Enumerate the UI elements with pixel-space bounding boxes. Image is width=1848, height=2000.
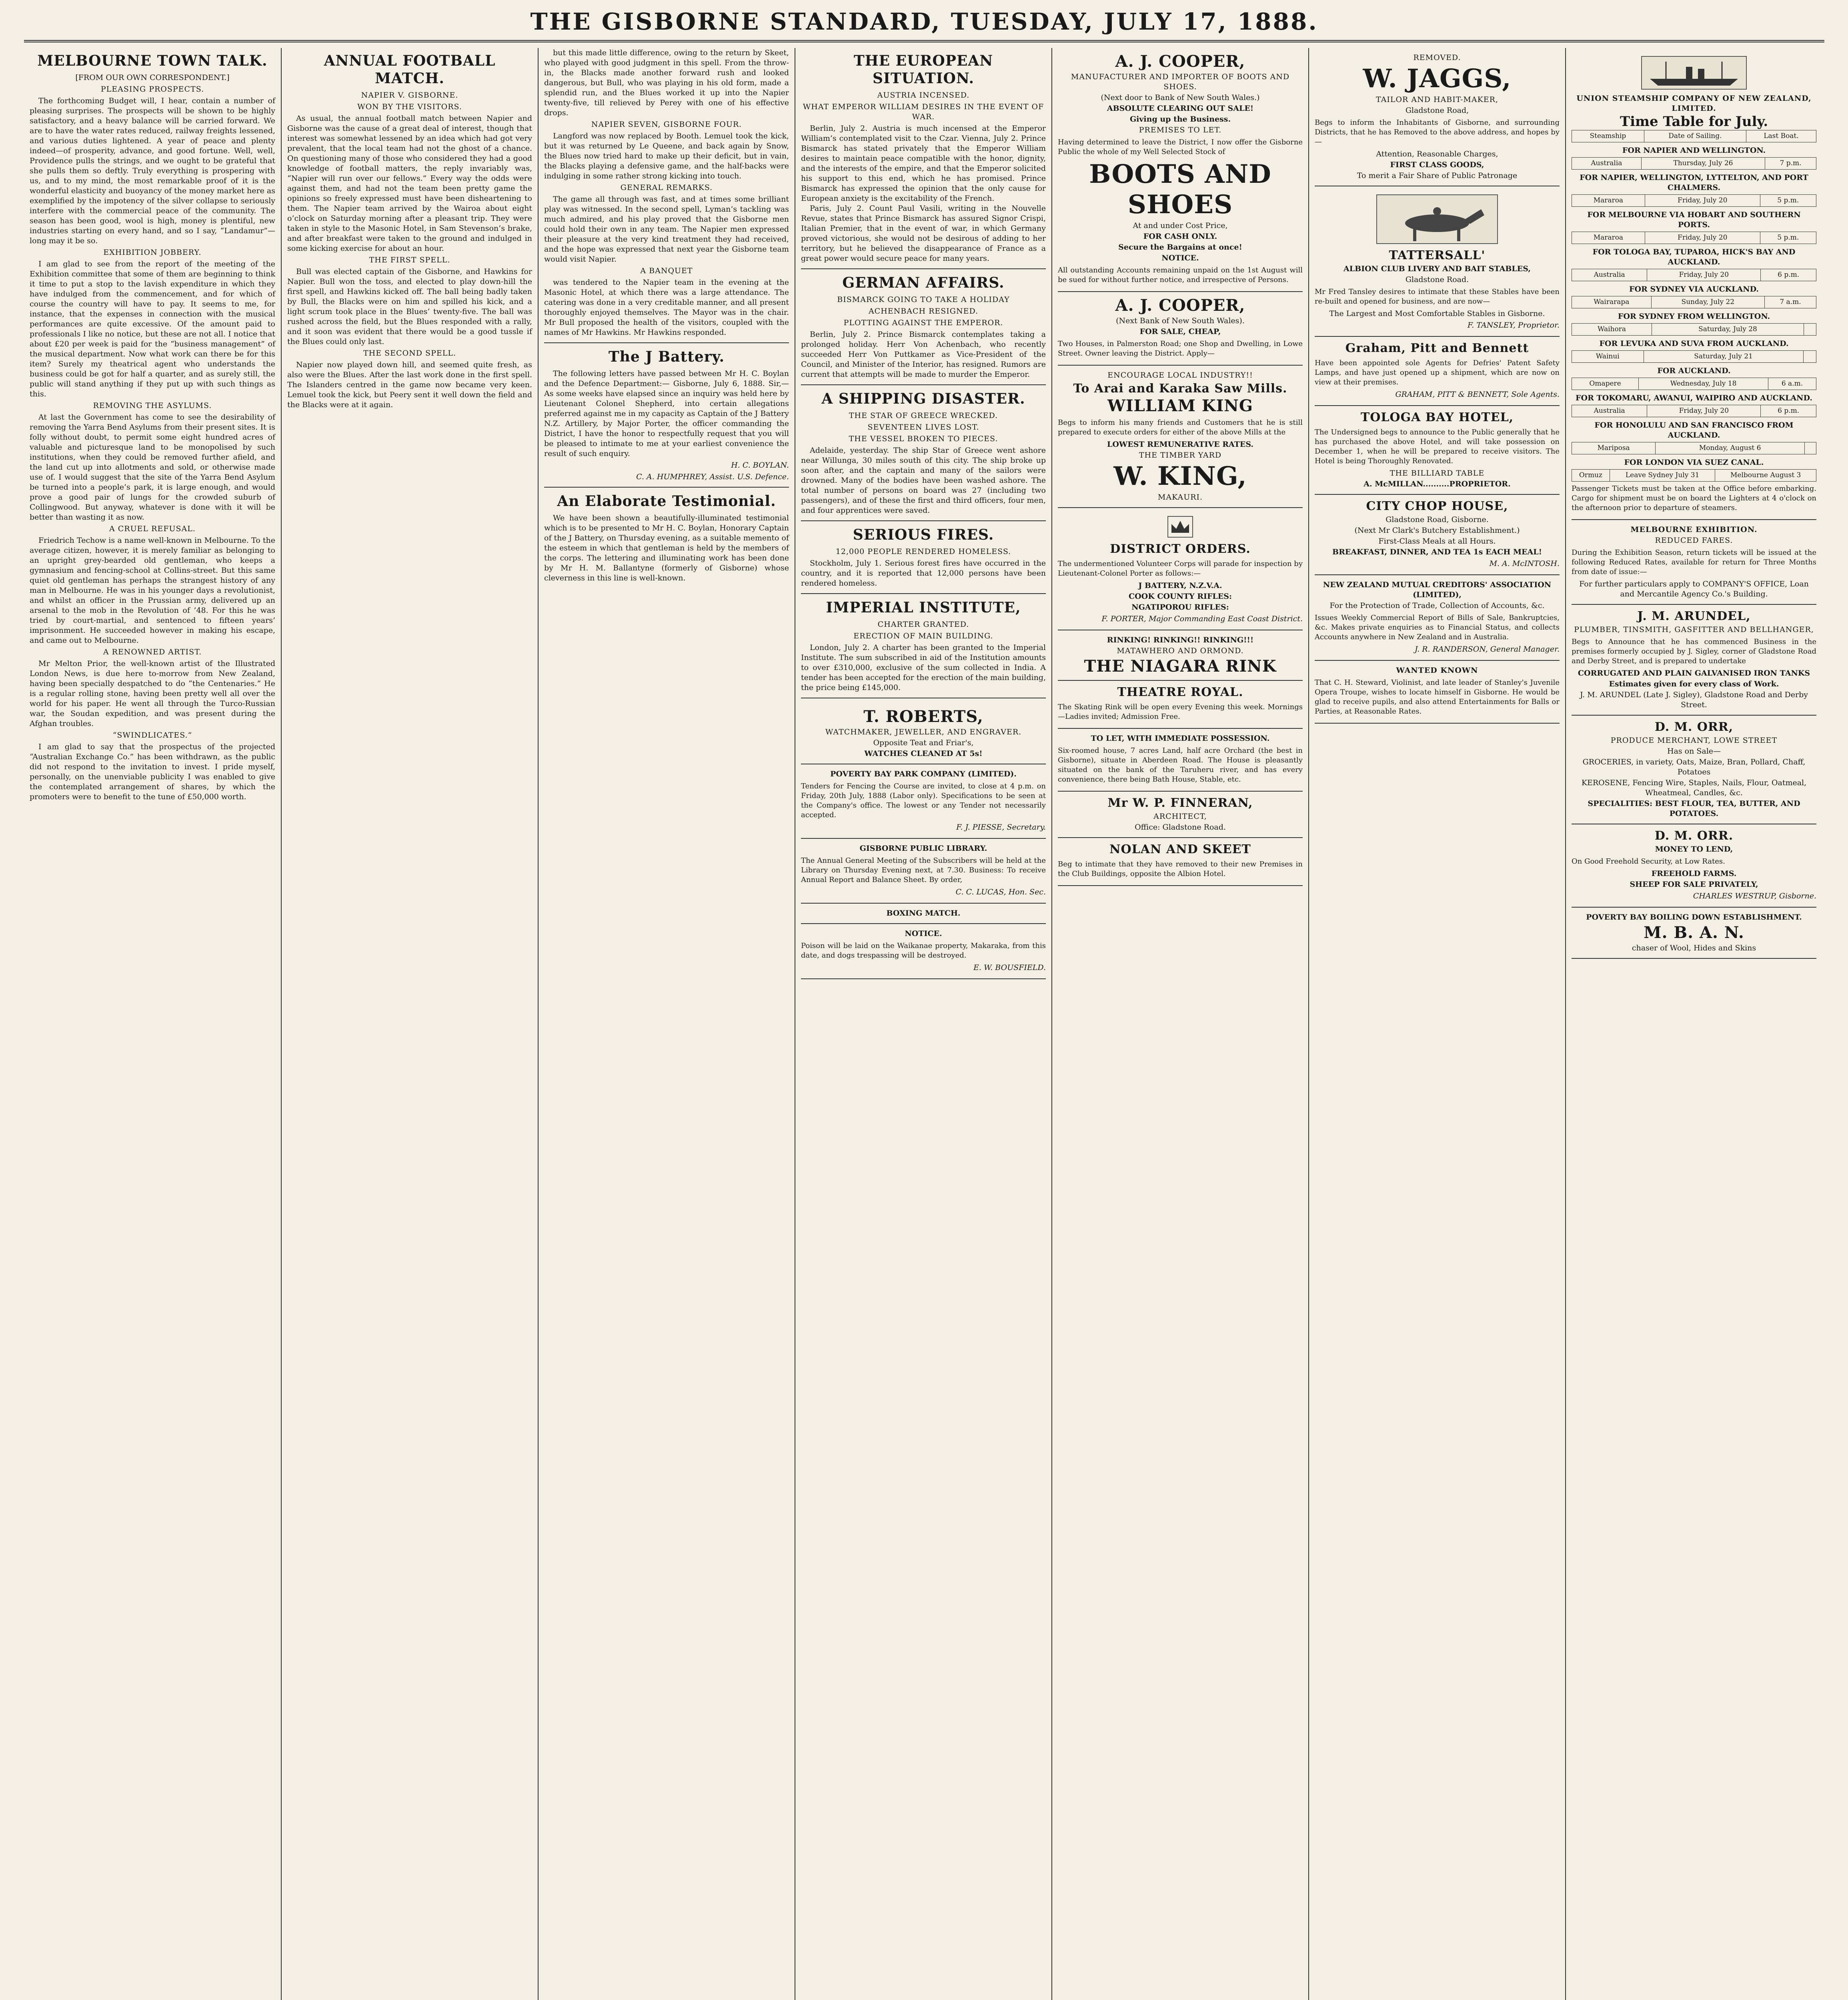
article-body: Friedrich Techow is a name well-known in Melbourne. To the average citizen, however, it is merely familiar as belonging to an upright grey-bearded old gentleman, who keeps a gymnasium and fencing-school at Collins-street. But this same quiet old gentleman has perhaps the strangest history of any man in Melbourne. He was in his younger days a revolutionist, and whilst an officer in the Prussian army, delivered up an arsenal to the mob in the Revolution of ’48. For this he was tried by court-martial, and sentenced to fifteen years’ imprisonment. He succeeded however in making his escape, and came out to Melbourne.: [30, 536, 275, 645]
timetable-cell-time: 6 p.m.: [1761, 405, 1816, 417]
ad-line: WATCHMAKER, JEWELLER, AND ENGRAVER.: [825, 728, 1022, 736]
advertisement-saw-mills: [1058, 366, 1303, 508]
article-body: but this made little difference, owing to the return by Skeet, who played with good judgment in this spell. From the throw-in, the Blacks made another forward rush and looked dangerous, but Bull, who was playing in his old form, made a splendid run, and the Blues worked it up into the Napier twenty-five, till relieved by Perey with one of his effective drops.: [544, 48, 789, 117]
ad-body: Beg to intimate that they have removed to their new Premises in the Club Buildings, opposite the Albion Hotel.: [1058, 860, 1303, 878]
ad-title: POVERTY BAY BOILING DOWN ESTABLISHMENT.: [1586, 913, 1802, 922]
advertisement-library: [801, 839, 1046, 904]
divider: [544, 342, 789, 343]
ad-line: Gladstone Road,: [1405, 106, 1469, 115]
ad-line: SHEEP FOR SALE PRIVATELY,: [1630, 880, 1758, 889]
timetable-route-heading: FOR LONDON VIA SUEZ CANAL.: [1624, 458, 1764, 467]
timetable-cell-time: Melbourne August 3: [1715, 470, 1816, 482]
ad-title: NEW ZEALAND MUTUAL CREDITORS' ASSOCIATION (LIMITED),: [1323, 580, 1552, 599]
ad-line: To merit a Fair Share of Public Patronage: [1357, 171, 1518, 180]
article-title: GERMAN AFFAIRS.: [842, 274, 1005, 291]
ad-line: MANUFACTURER AND IMPORTER OF BOOTS AND SHOES.: [1071, 72, 1290, 91]
advertisement-rink: [1058, 630, 1303, 681]
advertisement-wanted-known: [1315, 661, 1560, 724]
ad-title: DISTRICT ORDERS.: [1110, 542, 1251, 556]
timetable-route-heading: FOR HONOLULU AND SAN FRANCISCO FROM AUCKLAND.: [1594, 421, 1794, 440]
article-title: SERIOUS FIRES.: [853, 526, 994, 543]
timetable-cell-ship: Australia: [1572, 158, 1642, 170]
timetable-cell-ship: Mararoa: [1572, 232, 1645, 244]
ad-title: D. M. ORR,: [1654, 720, 1734, 734]
ad-line: KEROSENE, Fencing Wire, Staples, Nails, Flour, Oatmeal, Wheatmeal, Candles, &c.: [1581, 778, 1807, 797]
byline: [FROM OUR OWN CORRESPONDENT.]: [75, 73, 230, 82]
ad-title: T. ROBERTS,: [863, 707, 983, 726]
column-4: [795, 48, 1051, 2000]
timetable-cell-date: Friday, July 20: [1645, 195, 1760, 207]
timetable-row: [1572, 405, 1816, 417]
timetable-row: [1572, 378, 1816, 390]
ad-line: TAILOR AND HABIT-MAKER,: [1375, 95, 1498, 104]
advertisement-roberts: [801, 703, 1046, 764]
ad-line: BREAKFAST, DINNER, AND TEA 1s EACH MEAL!: [1332, 548, 1542, 556]
timetable-row: [1572, 157, 1816, 170]
ad-line: NGATIPOROU RIFLES:: [1131, 603, 1229, 612]
timetable-cell-time: 7 p.m.: [1765, 158, 1816, 170]
advertisement-theatre: [1058, 681, 1303, 729]
advertisement-boxing: [801, 904, 1046, 924]
article-body: Berlin, July 2. Austria is much incensed at the Emperor William’s contemplated visit to the Czar. Vienna, July 2. Prince Bismarck has stated privately that the Emperor William desires to maintain peace compatible with the honor, dignity, and the interests of the empire, and that the Emperor solicited his support to this end, which he has promised. Prince Bismarck has expressed the opinion that the only cause for European anxiety is the excitability of the French.: [801, 124, 1046, 203]
timetable-cell-ship: Wainui: [1572, 351, 1644, 363]
advertisement-jaggs: [1315, 48, 1560, 186]
advertisement-orr: [1572, 716, 1816, 824]
subheading: GENERAL REMARKS.: [620, 183, 713, 192]
advertisement-chop-house: [1315, 495, 1560, 575]
ad-body: Have been appointed sole Agents for Defries' Patent Safety Lamps, and have just opened up a shipment, which are now on view at their premises.: [1315, 359, 1560, 386]
article-title: MELBOURNE TOWN TALK.: [37, 52, 268, 69]
article-title: THE EUROPEAN SITUATION.: [853, 52, 993, 87]
ad-headline: W. KING,: [1113, 461, 1247, 491]
ad-body: The Skating Rink will be open every Evening this week. Mornings—Ladies invited; Admission Free.: [1058, 703, 1303, 721]
column-7: [1565, 48, 1822, 2000]
signature: E. W. BOUSFIELD.: [973, 963, 1046, 972]
timetable-row: [1572, 469, 1816, 482]
ad-title: NOTICE.: [905, 929, 942, 938]
timetable-cell-date: Friday, July 20: [1647, 269, 1761, 281]
timetable-cell-date: Thursday, July 26: [1641, 158, 1765, 170]
ad-line: The Largest and Most Comfortable Stables in Gisborne.: [1329, 309, 1545, 318]
ad-body: Six-roomed house, 7 acres Land, half acre Orchard (the best in Gisborne), situate in Aberdeen Road. The House is pleasantly situated on the bank of the Taruheru river, and has every convenience, there being Bath House, Stable, etc.: [1058, 746, 1303, 784]
timetable-header-cell: Date of Sailing.: [1644, 130, 1746, 142]
ad-line: ABSOLUTE CLEARING OUT SALE!: [1107, 104, 1254, 113]
ad-line: Estimates given for every class of Work.: [1609, 680, 1779, 688]
signature: C. C. LUCAS, Hon. Sec.: [955, 888, 1046, 896]
timetable-cell-date: Sunday, July 22: [1651, 296, 1764, 308]
ad-line: PREMISES TO LET.: [1139, 126, 1222, 134]
ad-line: Secure the Bargains at once!: [1118, 243, 1242, 252]
signature: F. TANSLEY, Proprietor.: [1468, 321, 1560, 330]
column-1: [24, 48, 281, 2000]
timetable-cell-ship: Australia: [1572, 405, 1647, 417]
ad-body: Tenders for Fencing the Course are invited, to close at 4 p.m. on Friday, 20th July, 1888 (Labor only). Specifications to be seen at the Company's office. The lowest or any Tender not necessarily accepted.: [801, 782, 1046, 819]
timetable-cell-ship: Mararoa: [1572, 195, 1645, 207]
timetable-header-cell: Last Boat.: [1746, 130, 1816, 142]
ad-line: ALBION CLUB LIVERY AND BAIT STABLES,: [1343, 264, 1531, 273]
advertisement-tologa-hotel: [1315, 406, 1560, 495]
ad-title: TOLOGA BAY HOTEL,: [1360, 410, 1514, 424]
timetable-routes: [1572, 146, 1816, 482]
timetable-cell-time: [1803, 351, 1816, 363]
ad-title: To Arai and Karaka Saw Mills.: [1073, 382, 1287, 396]
ad-title: TATTERSALL': [1389, 248, 1486, 262]
advertisement-district-orders: [1058, 508, 1303, 630]
ad-line: WATCHES CLEANED AT 5s!: [864, 749, 983, 758]
subheading: WHAT EMPEROR WILLIAM DESIRES IN THE EVENT OF WAR.: [803, 102, 1044, 121]
ad-body: Passenger Tickets must be taken at the Office before embarking. Cargo for shipment must be on board the Lighters at 4 o'clock on the afternoon prior to departure of steamers.: [1572, 484, 1816, 512]
timetable-cell-date: Wednesday, July 18: [1639, 378, 1768, 390]
ad-line: MONEY TO LEND,: [1655, 845, 1733, 854]
divider: [544, 487, 789, 488]
ad-body: Begs to inform the Inhabitants of Gisborne, and surrounding Districts, that he has Removed to the above address, and hopes by—: [1315, 118, 1560, 146]
ad-title: TO LET, WITH IMMEDIATE POSSESSION.: [1091, 734, 1270, 743]
timetable-route-heading: FOR NAPIER, WELLINGTON, LYTTELTON, AND PORT CHALMERS.: [1580, 173, 1808, 192]
ad-title: Graham, Pitt and Bennett: [1345, 341, 1529, 355]
article-body: Langford was now replaced by Booth. Lemuel took the kick, but it was returned by Le Queene, and back again by Snow, the Blues now tried hard to make up their deficit, but in vain, the Blacks playing a defensive game, and the half-backs were indulging in some rather strong kicking into touch.: [544, 132, 789, 180]
article-body: I am glad to see from the report of the meeting of the Exhibition committee that some of them are beginning to think it time to put a stop to the lavish expenditure in which they have indulged from the commencement, and for which of course the country will have to pay. It seems to me, for instance, that the expenses in connection with the musical performances are quite excessive. Of the amount paid to professionals I like no notice, but these are not all. I notice that about £20 per week is paid for the “business management” of the musical department. Now what work can there be for this item? Surely my theatrical agent who understands the business could be got for half a quarter, and as surely still, the public will stand anything if they put up with such things as this.: [30, 260, 275, 398]
timetable-cell-date: Friday, July 20: [1645, 232, 1760, 244]
divider: [801, 593, 1046, 594]
timetable-cell-time: 6 a.m.: [1768, 378, 1816, 390]
ad-body: Begs to Announce that he has commenced Business in the premises formerly occupied by J. Sigley, corner of Gladstone Road and Derby Street, and is prepared to undertake: [1572, 638, 1816, 665]
timetable-route-heading: FOR NAPIER AND WELLINGTON.: [1622, 146, 1766, 155]
timetable-title: Time Table for July.: [1620, 114, 1768, 130]
subheading: BISMARCK GOING TO TAKE A HOLIDAY: [837, 295, 1010, 304]
timetable-cell-date: Saturday, July 28: [1652, 324, 1804, 336]
column-3: [538, 48, 795, 2000]
subheading: NAPIER V. GISBORNE.: [361, 91, 458, 100]
timetable-cell-ship: Omapere: [1572, 378, 1639, 390]
article-body: The following letters have passed between Mr H. C. Boylan and the Defence Department:— Gisborne, July 6, 1888. Sir,—As some weeks have elapsed since an inquiry was held here by Lieutenant Colonel Shepherd, into certain allegations preferred against me in my capacity as Captain of the J Battery N.Z. Artillery, by Major Porter, the officer commanding the District, I have the honor to respectfully request that you will be pleased to intimate to me at your earliest convenience the result of such enquiry.: [544, 369, 789, 458]
ad-line: SPECIALITIES: BEST FLOUR, TEA, BUTTER, AND POTATOES.: [1588, 799, 1800, 818]
ad-body: Two Houses, in Palmerston Road; one Shop and Dwelling, in Lowe Street. Owner leaving the District. Apply—: [1058, 340, 1303, 358]
timetable-row: [1572, 194, 1816, 207]
timetable-cell-date: Friday, July 20: [1647, 405, 1761, 417]
ad-line: GROCERIES, in variety, Oats, Maize, Bran, Pollard, Chaff, Potatoes: [1582, 758, 1806, 776]
ad-title: WANTED KNOWN: [1396, 666, 1478, 675]
ad-line: NOTICE.: [1161, 254, 1199, 262]
ad-line: (Next Bank of New South Wales).: [1116, 316, 1245, 325]
article-body: As usual, the annual football match between Napier and Gisborne was the cause of a great deal of interest, though that interest was somewhat lessened by an idea which had got very prevalent, that the local team had not the ghost of a chance. On questioning many of those who considered they had a good knowledge of football matters, the reply invariably was, “Napier will run over our fellows.” Every way the odds were against them, and had not the team been pretty game the opinions so freely expressed must have been disheartening to them. The Napier team arrived by the Wairoa about eight o’clock on Saturday morning after a pleasant trip. They were taken in style to the Masonic Hotel, in Sam Stevenson’s brake, and after breakfast were taken to the ground and indulged in some kicking exercise for about an hour.: [287, 114, 532, 253]
ad-body: All outstanding Accounts remaining unpaid on the 1st August will be sued for without further notice, and irrespective of Persons.: [1058, 266, 1303, 284]
ad-body: On Good Freehold Security, at Low Rates.: [1572, 857, 1725, 866]
signature: GRAHAM, PITT & BENNETT, Sole Agents.: [1395, 390, 1560, 399]
ad-line: FIRST CLASS GOODS,: [1390, 160, 1484, 169]
subheading: THE SECOND SPELL.: [363, 349, 456, 358]
ad-title: GISBORNE PUBLIC LIBRARY.: [859, 844, 987, 853]
ad-line: For further particulars apply to COMPANY'S OFFICE, Loan and Mercantile Agency Co.'s Building.: [1579, 580, 1809, 598]
article-title: ANNUAL FOOTBALL MATCH.: [324, 52, 496, 87]
ad-line: UNION STEAMSHIP COMPANY OF NEW ZEALAND, LIMITED.: [1576, 94, 1812, 113]
ad-line: Office: Gladstone Road.: [1135, 823, 1226, 832]
ad-line: MAKAURI.: [1157, 493, 1203, 502]
ad-title: THEATRE ROYAL.: [1117, 685, 1243, 699]
subheading: THE FIRST SPELL.: [369, 256, 450, 264]
ad-body: Mr Fred Tansley desires to intimate that these Stables have been re-built and opened for business, and are now—: [1315, 288, 1560, 306]
timetable-cell-ship: Ormuz: [1572, 470, 1610, 482]
timetable-route-heading: FOR SYDNEY FROM WELLINGTON.: [1618, 312, 1770, 321]
article-body: Berlin, July 2. Prince Bismarck contemplates taking a prolonged holiday. Herr Von Achenbach, who recently succeeded Herr Von Puttkamer as Vice-President of the Council, and Minister of the Interior, has resigned. Rumors are current that attempts will be made to murder the Emperor.: [801, 330, 1046, 379]
timetable-route-heading: FOR LEVUKA AND SUVA FROM AUCKLAND.: [1599, 339, 1789, 348]
timetable-cell-time: 6 p.m.: [1761, 269, 1816, 281]
ad-line: J BATTERY, N.Z.V.A.: [1138, 581, 1222, 590]
ad-title: NOLAN AND SKEET: [1109, 842, 1251, 856]
ad-line: FOR CASH ONLY.: [1143, 232, 1217, 241]
advertisement-nolan-skeet: [1058, 838, 1303, 886]
article-body: I am glad to say that the prospectus of the projected “Australian Exchange Co.” has been withdrawn, as the public did not respond to the invitation to invest. I pride myself, personally, on the unenviable publicity I was enabled to give the contemplated arrangement of shares, by which the promoters were to benefit to the tune of £50,000 worth.: [30, 742, 275, 801]
horse-race-icon: [1376, 194, 1498, 244]
ad-line: PLUMBER, TINSMITH, GASFITTER AND BELLHANGER,: [1574, 625, 1814, 634]
ad-line: THE TIMBER YARD: [1139, 451, 1222, 460]
advertisement-orr-money: [1572, 824, 1816, 908]
article-body: We have been shown a beautifully-illuminated testimonial which is to be presented to Mr H. C. Boylan, Honorary Captain of the J Battery, on Thursday evening, as a suitable memento of the esteem in which that gentleman is held by the members of the corps. The lettering and illuminating work has been done by Mr H. M. Ballantyne (formerly of Gisborne) whose cleverness in this line is well-known.: [544, 514, 789, 582]
timetable-route-heading: FOR SYDNEY VIA AUCKLAND.: [1629, 285, 1759, 294]
subheading: THE VESSEL BROKEN TO PIECES.: [849, 434, 998, 443]
ad-line: THE BILLIARD TABLE: [1390, 469, 1485, 478]
article-body: Paris, July 2. Count Paul Vasili, writing in the Nouvelle Revue, states that Prince Bismarck has assured Signor Crispi, Italian Premier, that in the event of war, in which Germany proved victorious, she would not be desirous of adding to her territory, but he believed the disappearance of France as a great power would secure peace for many years.: [801, 204, 1046, 263]
masthead: THE GISBORNE STANDARD, TUESDAY, JULY 17, 1888.: [24, 8, 1824, 42]
section-heading: “SWINDLICATES.”: [112, 731, 192, 740]
ad-body: During the Exhibition Season, return tickets will be issued at the following Reduced Rates, available for return for Three Months from date of issue:—: [1572, 548, 1816, 576]
timetable-header-cell: Steamship: [1572, 130, 1644, 142]
ad-title: WILLIAM KING: [1107, 396, 1253, 415]
advertisement-union-steamship: [1572, 48, 1816, 520]
subheading: A BANQUET: [640, 266, 693, 275]
article-body: was tendered to the Napier team in the evening at the Masonic Hotel, at which there was a large attendance. The catering was done in a very creditable manner, and all present thoroughly enjoyed themselves. The Mayor was in the chair. Mr Bull proposed the health of the visitors, coupled with the names of Mr Hawkins. Mr Hawkins responded.: [544, 278, 789, 337]
timetable-cell-time: [1804, 324, 1816, 336]
ad-line: FREEHOLD FARMS.: [1651, 869, 1737, 878]
section-heading: A RENOWNED ARTIST.: [103, 648, 202, 656]
article-body: At last the Government has come to see the desirability of removing the Yarra Bend Asylums from their present sites. It is folly without doubt, to permit some eight hundred acres of valuable and picturesque land to be monopolised by such institutions, when they could be removed further afield, and the land cut up into allotments and sold, or otherwise made use of. I would suggest that the site of the Yarra Bend Asylum be turned into a people’s park, it is large enough, and would prove a good pair of lungs for the crowded suburb of Collingwood. But anyway, whatever is done with it will be better than wasting it as now.: [30, 413, 275, 522]
timetable-route-heading: FOR AUCKLAND.: [1657, 366, 1731, 375]
ad-title: MELBOURNE EXHIBITION.: [1630, 525, 1758, 534]
subheading: 12,000 PEOPLE RENDERED HOMELESS.: [835, 547, 1011, 556]
ad-line: Gladstone Road.: [1405, 275, 1469, 284]
article-title: The J Battery.: [608, 348, 725, 365]
divider: [801, 268, 1046, 269]
ad-title: CITY CHOP HOUSE,: [1366, 499, 1508, 513]
ad-line: chaser of Wool, Hides and Skins: [1632, 944, 1756, 952]
ad-line: Giving up the Business.: [1129, 115, 1231, 124]
article-body: Stockholm, July 1. Serious forest fires have occurred in the country, and it is reported that 12,000 persons have been rendered homeless.: [801, 559, 1046, 588]
column-2: [281, 48, 538, 2000]
ad-body: Begs to inform his many friends and Customers that he is still prepared to execute orders for either of the above Mills at the: [1058, 418, 1303, 436]
ad-body: That C. H. Steward, Violinist, and late leader of Stanley's Juvenile Opera Troupe, wishes to locate himself in Gisborne. He would be glad to receive pupils, and also attend Entertainments for Balls or Parties, at Reasonable Rates.: [1315, 678, 1560, 716]
ad-line: LOWEST REMUNERATIVE RATES.: [1107, 440, 1254, 449]
ad-body: Issues Weekly Commercial Report of Bills of Sale, Bankruptcies, &c. Makes private enquiries as to Financial Status, and collects Accounts anywhere in New Zealand and in Australia.: [1315, 614, 1560, 641]
advertisement-exhibition: [1572, 520, 1816, 605]
timetable-cell-ship: Mariposa: [1572, 442, 1656, 454]
timetable-row: [1572, 442, 1816, 454]
timetable-cell-ship: Waihora: [1572, 324, 1652, 336]
ad-body: The undermentioned Volunteer Corps will parade for inspection by Lieutenant-Colonel Porter as follows:—: [1058, 560, 1303, 578]
subheading: CHARTER GRANTED.: [877, 620, 969, 629]
page-columns: [24, 48, 1824, 2000]
ad-line: REMOVED.: [1413, 53, 1461, 62]
signature: M. A. McINTOSH.: [1489, 559, 1560, 568]
section-heading: REMOVING THE ASYLUMS.: [93, 401, 212, 410]
advertisement-to-let: [1058, 729, 1303, 792]
ad-line: (Next Mr Clark's Butchery Establishment.): [1354, 526, 1520, 535]
advertisement-creditors: [1315, 575, 1560, 661]
advertisement-boiling-down: [1572, 908, 1816, 959]
ad-title: A. J. COOPER,: [1115, 52, 1245, 71]
timetable-header: [1572, 130, 1816, 142]
ad-line: CORRUGATED AND PLAIN GALVANISED IRON TANKS: [1578, 669, 1810, 678]
ad-title: D. M. ORR.: [1654, 829, 1734, 843]
signature: F. J. PIESSE, Secretary.: [956, 823, 1046, 832]
ad-line: Gladstone Road, Gisborne.: [1385, 515, 1489, 524]
signature: J. R. RANDERSON, General Manager.: [1415, 645, 1560, 654]
timetable-cell-time: 7 a.m.: [1764, 296, 1816, 308]
ad-line: J. M. ARUNDEL (Late J. Sigley), Gladstone Road and Derby Street.: [1580, 690, 1808, 709]
advertisement-architect: [1058, 792, 1303, 838]
divider: [801, 384, 1046, 385]
ad-headline: M. B. A. N.: [1644, 923, 1744, 942]
ad-line: For the Protection of Trade, Collection of Accounts, &c.: [1329, 601, 1545, 610]
signature: H. C. BOYLAN.: [731, 461, 789, 470]
article-body: The forthcoming Budget will, I hear, contain a number of pleasing surprises. The prospects will be shown to be highly satisfactory, and a heavy balance will be carried forward. We are to have the water rates reduced, railway freights lessened, and various duties lightened. A year of peace and plenty indeed—of prosperity, advance, and good fortune. Well, well, Providence pulls the strings, and we ought to be grateful that she pulls them so deftly. Truly everything is prospering with us, and to my mind, the most remarkable proof of it is the wonderful elasticity and buoyancy of the money market here as exemplified by the impotency of the silver collapse to seriously interfere with the commercial peace of the community. The season has been good, wool is high, money is plentiful, new industries starting on every hand, and so I say, “Landamur”—long may it be so.: [30, 96, 275, 245]
timetable-cell-time: 5 p.m.: [1760, 195, 1816, 207]
ad-title: POVERTY BAY PARK COMPANY (LIMITED).: [830, 770, 1017, 778]
article-title: A SHIPPING DISASTER.: [821, 390, 1025, 407]
article-title: IMPERIAL INSTITUTE,: [826, 599, 1021, 616]
ad-line: Has on Sale—: [1667, 747, 1721, 756]
ad-body: Having determined to leave the District, I now offer the Gisborne Public the whole of my Well Selected Stock of: [1058, 138, 1303, 156]
timetable-cell-ship: Australia: [1572, 269, 1647, 281]
column-6: [1308, 48, 1565, 2000]
subheading: AUSTRIA INCENSED.: [877, 91, 970, 100]
advertisement-arundel: [1572, 605, 1816, 716]
article-body: The game all through was fast, and at times some brilliant play was witnessed. In the second spell, Lyman’s tackling was much admired, and his play proved that the Gisborne men could hold their own in any team. The Napier men expressed their pleasure at the very kind treatment they had received, and the hope was expressed that next year the Gisborne team would visit Napier.: [544, 195, 789, 264]
advertisement-graham-pitt-bennett: [1315, 337, 1560, 406]
timetable-row: [1572, 350, 1816, 363]
timetable-route-heading: FOR MELBOURNE VIA HOBART AND SOUTHERN PORTS.: [1587, 210, 1801, 229]
timetable-cell-date: Leave Sydney July 31: [1610, 470, 1715, 482]
section-heading: EXHIBITION JOBBERY.: [103, 248, 202, 257]
ad-line: MATAWHERO AND ORMOND.: [1117, 646, 1244, 655]
timetable-row: [1572, 323, 1816, 336]
crown-icon: [1167, 516, 1193, 538]
subheading: NAPIER SEVEN, GISBORNE FOUR.: [591, 120, 742, 129]
article-title: An Elaborate Testimonial.: [557, 493, 776, 510]
article-body: London, July 2. A charter has been granted to the Imperial Institute. The sum subscribed in aid of the Institution amounts to over £310,000, exclusive of the sum collected in India. A tender has been accepted for the erection of the main building, the price being £145,000.: [801, 643, 1046, 692]
ad-title: J. M. ARUNDEL,: [1637, 609, 1751, 623]
advertisement-cooper-sale: [1058, 292, 1303, 366]
signature: C. A. HUMPHREY, Assist. U.S. Defence.: [636, 472, 789, 481]
ad-line: PRODUCE MERCHANT, LOWE STREET: [1610, 736, 1778, 745]
ad-body: The Undersigned begs to announce to the Public generally that he has purchased the above Hotel, and will take possession on December 1, when he will be prepared to receive visitors. The Hotel is being Thoroughly Renovated.: [1315, 428, 1560, 465]
subheading: THE STAR OF GREECE WRECKED.: [849, 411, 998, 420]
section-heading: A CRUEL REFUSAL.: [109, 524, 196, 533]
advertisement-park-company: [801, 764, 1046, 839]
timetable-row: [1572, 296, 1816, 308]
signature: F. PORTER, Major Commanding East Coast District.: [1101, 614, 1303, 623]
timetable-row: [1572, 232, 1816, 244]
ad-body: The Annual General Meeting of the Subscribers will be held at the Library on Thursday Evening next, at 7.30. Business: To receive Annual Report and Balance Sheet. By order,: [801, 856, 1046, 884]
ad-line: FOR SALE, CHEAP,: [1139, 327, 1221, 336]
subheading: SEVENTEEN LIVES LOST.: [867, 423, 979, 432]
ad-headline: W. JAGGS,: [1363, 64, 1512, 94]
ad-headline: BOOTS AND SHOES: [1089, 159, 1271, 220]
ad-line: RINKING! RINKING!! RINKING!!!: [1107, 636, 1254, 644]
ad-line: At and under Cost Price,: [1133, 221, 1228, 230]
article-body: Bull was elected captain of the Gisborne, and Hawkins for Napier. Bull won the toss, and elected to play down-hill the first spell, and Hawkins kicked off. The ball being badly taken by Bull, the Blacks were on him and spilled his kick, and a light scrum took place in the Blues’ twenty-five. The ball was rushed across the field, but the Blues responded with a rally, and it soon was evident that there would be a good tussle if the Blues could only last.: [287, 267, 532, 346]
timetable-cell-time: 5 p.m.: [1760, 232, 1816, 244]
ad-line: (Next door to Bank of New South Wales.): [1101, 93, 1260, 102]
section-heading: PLEASING PROSPECTS.: [100, 85, 204, 94]
ad-line: ENCOURAGE LOCAL INDUSTRY!!: [1107, 371, 1253, 380]
subheading: WON BY THE VISITORS.: [357, 102, 462, 111]
timetable-cell-date: Saturday, July 21: [1644, 351, 1803, 363]
ad-line: REDUCED FARES.: [1655, 536, 1733, 545]
steamship-icon: [1641, 56, 1747, 90]
ad-title: BOXING MATCH.: [886, 909, 961, 918]
ad-body: Poison will be laid on the Waikanae property, Makaraka, from this date, and dogs trespassing will be destroyed.: [801, 942, 1046, 960]
subheading: ACHENBACH RESIGNED.: [868, 307, 979, 316]
timetable-cell-time: [1805, 442, 1816, 454]
advertisement-notice: [801, 924, 1046, 979]
ad-line: ARCHITECT,: [1153, 812, 1207, 821]
timetable-cell-date: Monday, August 6: [1656, 442, 1805, 454]
article-body: Mr Melton Prior, the well-known artist of the Illustrated London News, is due here to-morrow from New Zealand, having been specially despatched to do “the Centenaries.” He is a regular rolling stone, having been pretty well all over the world for his paper. He went all through the Turco-Russian war, the Soudan expedition, and was present during the Afghan troubles.: [30, 659, 275, 728]
timetable-cell-ship: Wairarapa: [1572, 296, 1652, 308]
signature: CHARLES WESTRUP, Gisborne.: [1693, 892, 1816, 900]
timetable-row: [1572, 269, 1816, 281]
divider: [801, 520, 1046, 521]
column-5: [1051, 48, 1308, 2000]
article-body: Adelaide, yesterday. The ship Star of Greece went ashore near Willunga, 30 miles south of this city. The ship broke up soon after, and the captain and many of the sailors were drowned. Many of the bodies have been washed ashore. The total number of persons on board was 27 (including two passengers), and of these the first and third officers, four men, and four apprentices were saved.: [801, 446, 1046, 515]
advertisement-cooper: [1058, 48, 1303, 292]
ad-line: COOK COUNTY RIFLES:: [1128, 592, 1232, 601]
ad-line: A. McMILLAN..........PROPRIETOR.: [1363, 480, 1511, 488]
ad-headline: THE NIAGARA RINK: [1084, 657, 1277, 676]
ad-line: First-Class Meals at all Hours.: [1378, 537, 1496, 546]
ad-title: A. J. COOPER,: [1115, 296, 1245, 315]
advertisement-tattersall: [1315, 186, 1560, 337]
timetable-route-heading: FOR TOKOMARU, AWANUI, WAIPIRO AND AUCKLAND.: [1576, 394, 1812, 402]
ad-line: Attention, Reasonable Charges,: [1376, 150, 1498, 158]
ad-title: Mr W. P. FINNERAN,: [1107, 796, 1253, 810]
ad-line: Opposite Teat and Friar's,: [873, 738, 974, 747]
subheading: PLOTTING AGAINST THE EMPEROR.: [843, 318, 1003, 327]
timetable-route-heading: FOR TOLOGA BAY, TUPAROA, HICK'S BAY AND AUCKLAND.: [1592, 248, 1796, 266]
article-body: Napier now played down hill, and seemed quite fresh, as also were the Blues. After the last work done in the first spell. The Islanders centred in the game now became very keen. Lemuel took the kick, but Peery sent it well down the field and the Blacks were at it again.: [287, 360, 532, 409]
subheading: ERECTION OF MAIN BUILDING.: [853, 632, 993, 640]
